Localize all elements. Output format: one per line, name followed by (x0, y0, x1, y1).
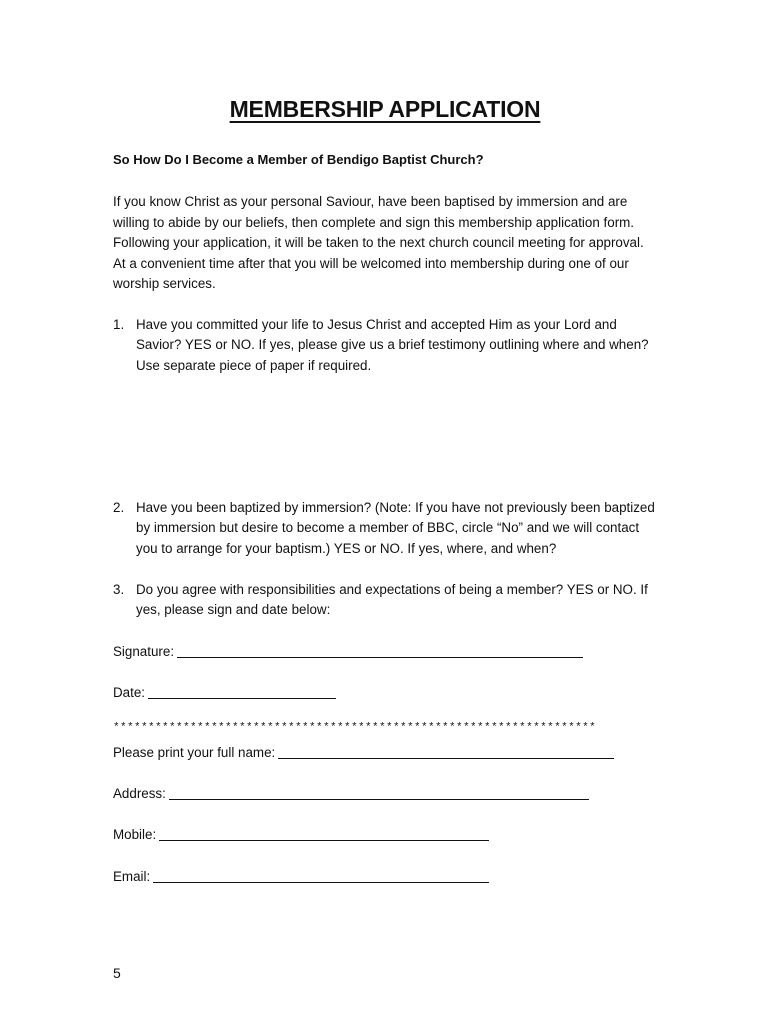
address-line[interactable] (169, 787, 589, 800)
signature-label: Signature: (113, 644, 175, 659)
question-1-number: 1. (113, 317, 125, 332)
signature-field[interactable] (113, 643, 583, 661)
full-name-line[interactable] (278, 746, 614, 759)
section-subheading: So How Do I Become a Member of Bendigo Baptist Church? (113, 152, 484, 167)
question-2 (113, 498, 658, 559)
date-label: Date: (113, 685, 146, 700)
full-name-label: Please print your full name: (113, 745, 276, 760)
mobile-label: Mobile: (113, 827, 157, 842)
question-2-text: Have you been baptized by immersion? (Note: If you have not previously been baptized by immersion but desire to become a member of BBC, circle “No” and we will contact you to arrange for your baptism.) YES or NO. If yes, where, and when? (136, 500, 655, 556)
question-2-number: 2. (113, 500, 125, 515)
question-3-text: Do you agree with responsibilities and expectations of being a member? YES or NO. If yes, please sign and date below: (136, 582, 648, 618)
address-field[interactable] (113, 785, 589, 803)
email-field[interactable] (113, 868, 489, 886)
email-label: Email: (113, 869, 151, 884)
intro-paragraph: If you know Christ as your personal Saviour, have been baptised by immersion and are willing to abide by our beliefs, then complete and sign this membership application form. Following your application, it will be taken to the next church council meeting for approval. At a convenient time after that you will be welcomed into membership during one of our worship services. (113, 194, 644, 292)
question-1-text: Have you committed your life to Jesus Christ and accepted Him as your Lord and Savior? YES or NO. If yes, please give us a brief testimony outlining where and when? Use separate piece of paper if required. (136, 317, 649, 373)
mobile-line[interactable] (159, 828, 489, 841)
address-label: Address: (113, 786, 166, 801)
date-line[interactable] (148, 686, 336, 699)
full-name-field[interactable] (113, 744, 614, 762)
separator: ********************************************************************* (113, 722, 597, 734)
email-line[interactable] (153, 870, 489, 883)
question-3 (113, 580, 658, 621)
mobile-field[interactable] (113, 826, 489, 844)
date-field[interactable] (113, 684, 336, 702)
page-title: MEMBERSHIP APPLICATION (229, 96, 541, 122)
question-1 (113, 315, 658, 376)
question-3-number: 3. (113, 582, 125, 597)
signature-line[interactable] (177, 645, 583, 658)
page-number: 5 (113, 965, 121, 981)
